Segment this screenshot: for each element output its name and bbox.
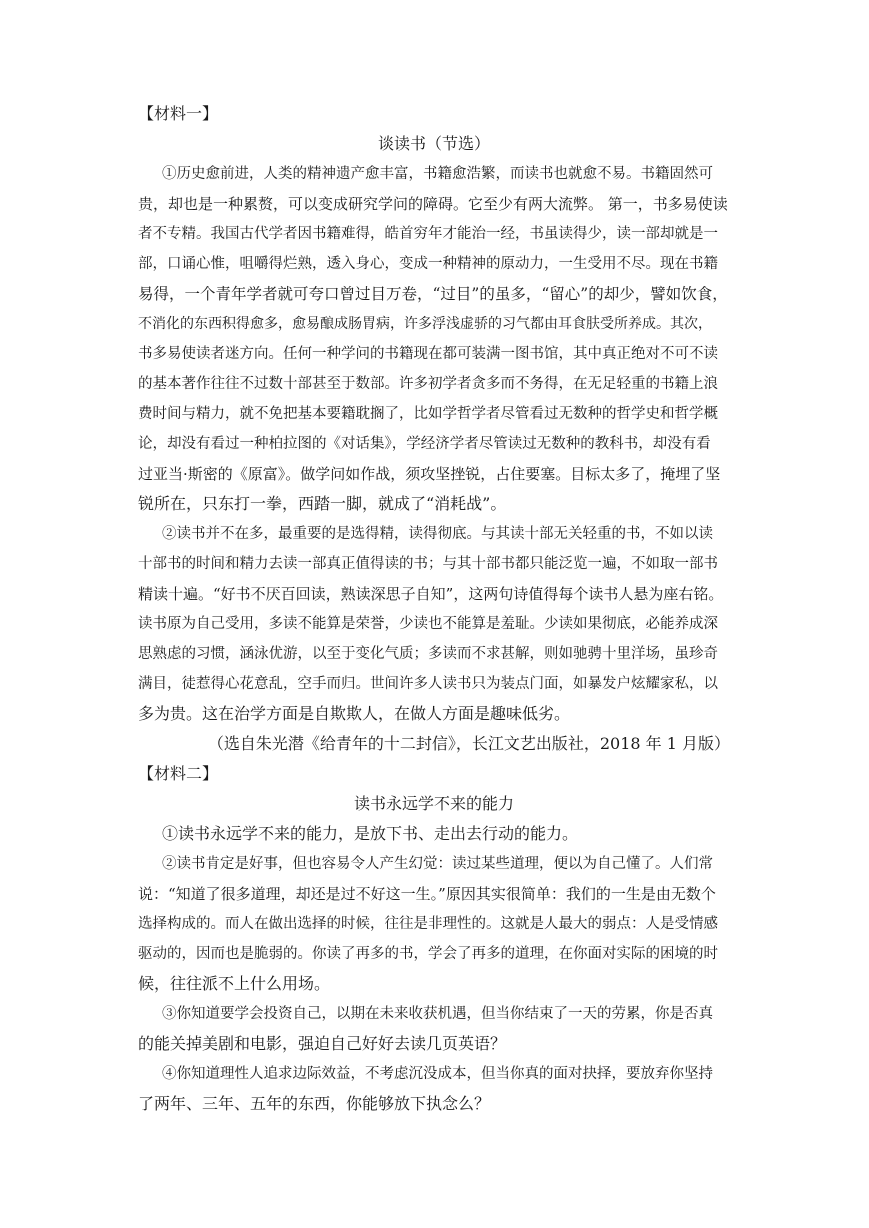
m2-p2-line: 候，往往派不上什么用场。 [138, 974, 331, 993]
m1-p1-line: 书多易使读者迷方向。任何一种学问的书籍现在都可装满一图书馆，其中真正绝对不可不读 [138, 346, 718, 362]
material1-title: 谈读书（节选） [377, 134, 490, 153]
m1-p2-line: ②读书并不在多，最重要的是选得精，读得彻底。与其读十部无关轻重的书，不如以读 [162, 526, 713, 542]
m1-p2-line: 满目，徒惹得心花意乱，空手而归。世间许多人读书只为装点门面，如暴发户炫耀家私，以 [138, 676, 718, 692]
material2-title: 读书永远学不来的能力 [353, 794, 514, 813]
m2-p2-line: 驱动的，因而也是脆弱的。你读了再多的书，学会了再多的道理，在你面对实际的困境的时 [138, 946, 718, 962]
source-citation: （选自朱光潜《给青年的十二封信》，长江文艺出版社，2018 年 1 月版） [207, 734, 730, 753]
m2-p2-line: 选择构成的。而人在做出选择的时候，往往是非理性的。这就是人最大的弱点：人是受情感 [138, 916, 718, 932]
m1-p1-line: 锐所在，只东打一拳，西踏一脚，就成了“消耗战”。 [138, 494, 507, 513]
m1-p2-line: 精读十遍。“好书不厌百回读，熟读深思子自知”，这两句诗值得每个读书人悬为座右铭。 [138, 585, 724, 603]
m1-p1-line: 过亚当·斯密的《原富》。做学问如作战，须攻坚挫锐，占住要塞。目标太多了，掩埋了坚 [138, 465, 721, 483]
m2-p2-line: 说：“知道了很多道理，却还是过不好这一生。”原因其实很简单：我们的一生是由无数个 [138, 885, 716, 903]
m1-p1-line: 者不专精。我国古代学者因书籍难得，皓首穷年才能治一经，书虽读得少，读一部却就是一 [138, 226, 718, 242]
m1-p1-line: ①历史愈前进，人类的精神遗产愈丰富，书籍愈浩繁，而读书也就愈不易。书籍固然可 [162, 166, 713, 182]
m1-p1-line: 不消化的东西积得愈多，愈易酿成肠胃病，许多浮浅虚骄的习气都由耳食肤受所养成。其次， [138, 316, 712, 332]
m2-p3-line: ③你知道要学会投资自己，以期在未来收获机遇，但当你结束了一天的劳累，你是否真 [162, 1006, 713, 1022]
m1-p1-line: 部，口诵心惟，咀嚼得烂熟，透入身心，变成一种精神的原动力，一生受用不尽。现在书籍 [138, 256, 718, 272]
m1-p1-line: 的基本著作往往不过数十部甚至于数部。许多初学者贪多而不务得，在无足轻重的书籍上浪 [138, 376, 718, 392]
m1-p2-line: 读书原为自己受用，多读不能算是荣誉，少读也不能算是羞耻。少读如果彻底，必能养成深 [138, 616, 718, 632]
m1-p2-line: 多为贵。这在治学方面是自欺欺人，在做人方面是趣味低劣。 [138, 704, 571, 723]
m1-p1-line: 易得，一个青年学者就可夸口曾过目万卷，“过目”的虽多，“留心”的却少，譬如饮食， [138, 285, 728, 303]
m2-p4-line: 了两年、三年、五年的东西，你能够放下执念么？ [138, 1094, 491, 1113]
m1-p1-line: 论，却没有看过一种柏拉图的《对话集》，学经济学者尽管读过无数种的教科书，却没有看 [138, 436, 711, 452]
m1-p1-line: 费时间与精力，就不免把基本要籍耽搁了，比如学哲学者尽管看过无数种的哲学史和哲学概 [138, 406, 718, 422]
material2-heading: 【材料二】 [138, 764, 219, 783]
m2-p1-line: ①读书永远学不来的能力，是放下书、走出去行动的能力。 [162, 824, 579, 843]
m2-p4-line: ④你知道理性人追求边际效益，不考虑沉没成本，但当你真的面对抉择，要放弃你坚持 [162, 1066, 713, 1082]
m2-p3-line: 的能关掉美剧和电影，强迫自己好好去读几页英语？ [138, 1034, 507, 1053]
m1-p2-line: 思熟虑的习惯，涵泳优游，以至于变化气质；多读而不求甚解，则如驰骋十里洋场，虽珍奇 [138, 646, 718, 662]
material1-heading: 【材料一】 [138, 104, 219, 123]
m1-p2-line: 十部书的时间和精力去读一部真正值得读的书；与其十部书都只能泛览一遍，不如取一部书 [138, 556, 718, 572]
m1-p1-line: 贵，却也是一种累赘，可以变成研究学问的障碍。它至少有两大流弊。 第一，书多易使读 [138, 195, 728, 213]
m2-p2-line: ②读书肯定是好事，但也容易令人产生幻觉：读过某些道理，便以为自己懂了。人们常 [162, 856, 713, 872]
